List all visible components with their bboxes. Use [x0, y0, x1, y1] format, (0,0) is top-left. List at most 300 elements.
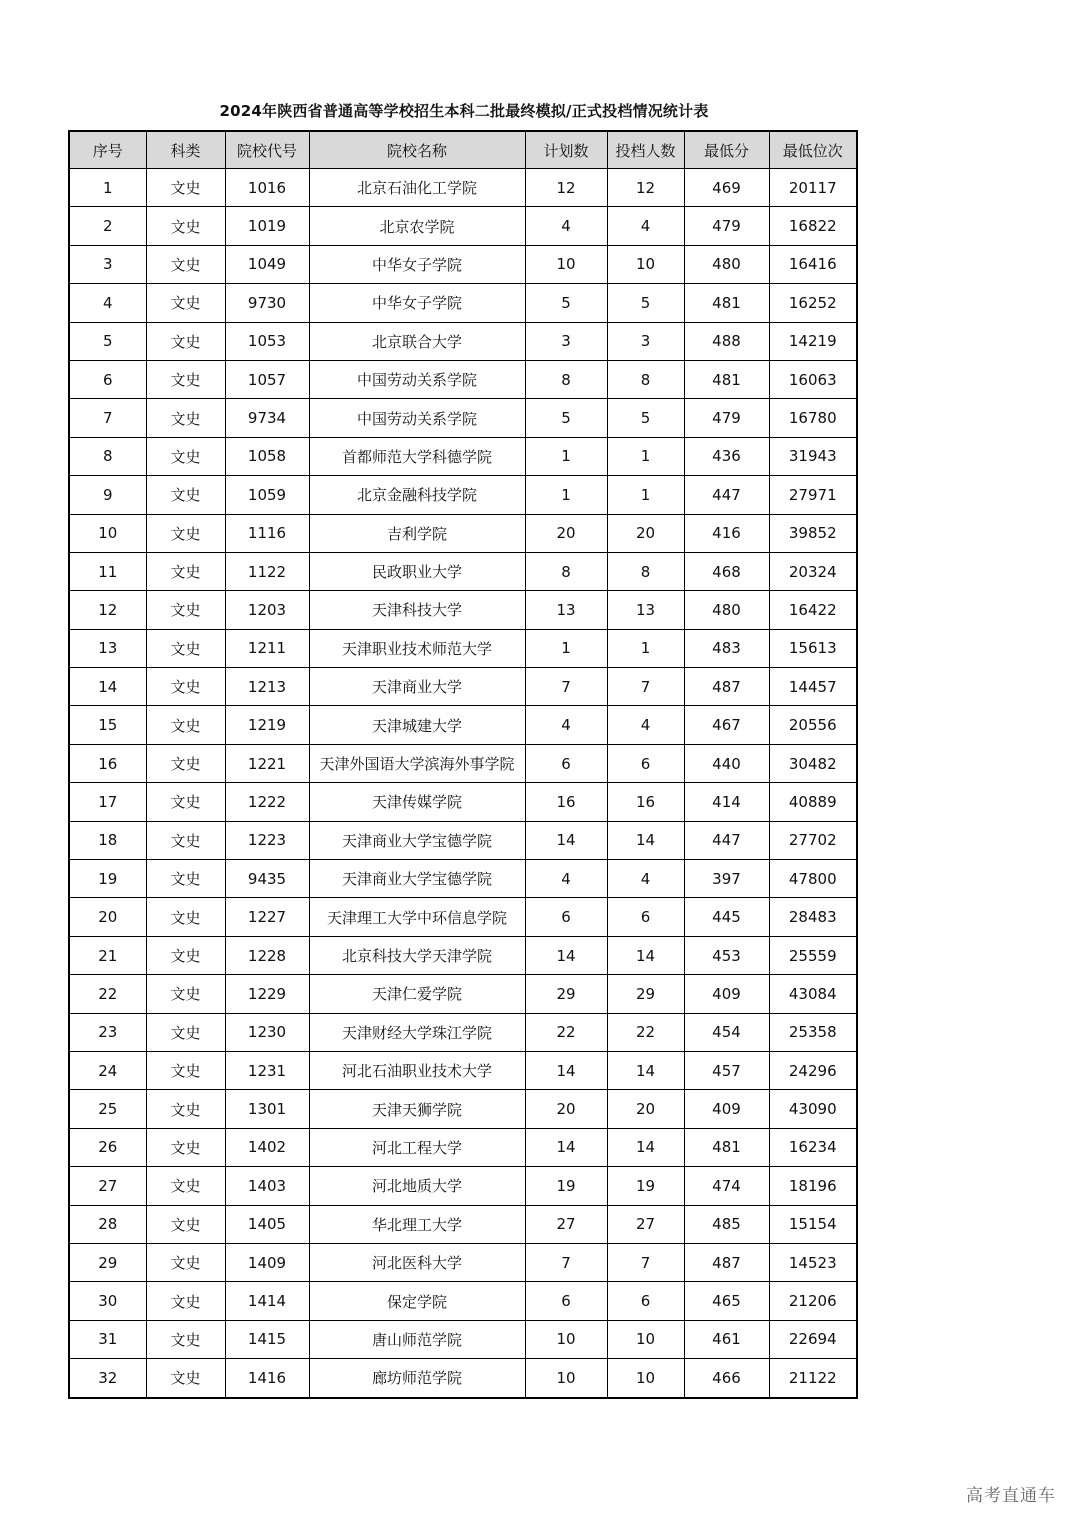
cell-admitted-count: 12: [607, 169, 684, 207]
cell-min-rank: 28483: [769, 898, 857, 936]
table-row: [69, 207, 857, 245]
cell-school-code: 1227: [225, 898, 309, 936]
cell-school-name: 吉利学院: [309, 514, 525, 552]
cell-admitted-count: 1: [607, 437, 684, 475]
cell-school-code: 1122: [225, 552, 309, 590]
cell-plan-count: 14: [525, 1051, 607, 1089]
cell-category: 文史: [146, 1051, 225, 1089]
cell-category: 文史: [146, 975, 225, 1013]
cell-category: 文史: [146, 668, 225, 706]
cell-min-score: 461: [684, 1320, 769, 1358]
cell-school-name: 华北理工大学: [309, 1205, 525, 1243]
cell-school-name: 天津城建大学: [309, 706, 525, 744]
cell-plan-count: 4: [525, 860, 607, 898]
cell-min-score: 409: [684, 975, 769, 1013]
cell-category: 文史: [146, 1013, 225, 1051]
cell-school-name: 唐山师范学院: [309, 1320, 525, 1358]
cell-admitted-count: 6: [607, 898, 684, 936]
cell-admitted-count: 4: [607, 207, 684, 245]
cell-min-score: 468: [684, 552, 769, 590]
cell-plan-count: 5: [525, 399, 607, 437]
cell-index: 18: [69, 821, 146, 859]
cell-min-score: 480: [684, 591, 769, 629]
cell-school-name: 天津传媒学院: [309, 783, 525, 821]
cell-index: 26: [69, 1128, 146, 1166]
cell-school-code: 1053: [225, 322, 309, 360]
cell-index: 28: [69, 1205, 146, 1243]
cell-admitted-count: 1: [607, 629, 684, 667]
table-row: [69, 514, 857, 552]
cell-category: 文史: [146, 591, 225, 629]
cell-index: 22: [69, 975, 146, 1013]
cell-school-name: 天津天狮学院: [309, 1090, 525, 1128]
cell-category: 文史: [146, 1205, 225, 1243]
cell-min-rank: 21122: [769, 1359, 857, 1398]
cell-school-name: 天津理工大学中环信息学院: [309, 898, 525, 936]
cell-school-code: 9435: [225, 860, 309, 898]
cell-admitted-count: 5: [607, 284, 684, 322]
cell-plan-count: 14: [525, 936, 607, 974]
cell-category: 文史: [146, 476, 225, 514]
cell-index: 5: [69, 322, 146, 360]
cell-min-rank: 21206: [769, 1282, 857, 1320]
cell-school-name: 天津商业大学宝德学院: [309, 860, 525, 898]
cell-min-rank: 25559: [769, 936, 857, 974]
cell-plan-count: 10: [525, 245, 607, 283]
cell-admitted-count: 7: [607, 1243, 684, 1281]
cell-school-code: 1203: [225, 591, 309, 629]
cell-school-code: 1230: [225, 1013, 309, 1051]
cell-category: 文史: [146, 744, 225, 782]
table-row: [69, 744, 857, 782]
cell-min-rank: 43090: [769, 1090, 857, 1128]
column-header: 科类: [146, 131, 225, 169]
cell-min-rank: 16416: [769, 245, 857, 283]
cell-admitted-count: 22: [607, 1013, 684, 1051]
cell-min-rank: 31943: [769, 437, 857, 475]
cell-plan-count: 10: [525, 1359, 607, 1398]
cell-school-code: 1229: [225, 975, 309, 1013]
cell-admitted-count: 8: [607, 360, 684, 398]
cell-min-score: 440: [684, 744, 769, 782]
cell-school-code: 1222: [225, 783, 309, 821]
table-row: [69, 1090, 857, 1128]
cell-school-name: 天津财经大学珠江学院: [309, 1013, 525, 1051]
table-row: [69, 1013, 857, 1051]
cell-index: 29: [69, 1243, 146, 1281]
cell-category: 文史: [146, 1320, 225, 1358]
cell-min-rank: 40889: [769, 783, 857, 821]
cell-index: 31: [69, 1320, 146, 1358]
cell-admitted-count: 20: [607, 1090, 684, 1128]
cell-index: 17: [69, 783, 146, 821]
cell-admitted-count: 14: [607, 821, 684, 859]
cell-plan-count: 19: [525, 1167, 607, 1205]
cell-school-name: 天津科技大学: [309, 591, 525, 629]
cell-index: 21: [69, 936, 146, 974]
column-header: 最低位次: [769, 131, 857, 169]
cell-admitted-count: 10: [607, 245, 684, 283]
cell-admitted-count: 1: [607, 476, 684, 514]
cell-plan-count: 5: [525, 284, 607, 322]
cell-min-score: 457: [684, 1051, 769, 1089]
cell-school-name: 民政职业大学: [309, 552, 525, 590]
cell-min-score: 480: [684, 245, 769, 283]
table-row: [69, 1205, 857, 1243]
cell-min-score: 465: [684, 1282, 769, 1320]
table-row: [69, 668, 857, 706]
cell-min-rank: 24296: [769, 1051, 857, 1089]
cell-category: 文史: [146, 821, 225, 859]
cell-plan-count: 16: [525, 783, 607, 821]
cell-admitted-count: 14: [607, 936, 684, 974]
cell-school-code: 9730: [225, 284, 309, 322]
cell-plan-count: 20: [525, 1090, 607, 1128]
cell-category: 文史: [146, 514, 225, 552]
column-header: 院校名称: [309, 131, 525, 169]
table-row: [69, 1243, 857, 1281]
cell-index: 12: [69, 591, 146, 629]
cell-index: 10: [69, 514, 146, 552]
cell-plan-count: 6: [525, 898, 607, 936]
table-row: [69, 936, 857, 974]
cell-school-code: 1231: [225, 1051, 309, 1089]
cell-school-code: 1016: [225, 169, 309, 207]
cell-min-rank: 15613: [769, 629, 857, 667]
cell-min-score: 474: [684, 1167, 769, 1205]
cell-plan-count: 20: [525, 514, 607, 552]
cell-admitted-count: 3: [607, 322, 684, 360]
cell-min-rank: 43084: [769, 975, 857, 1013]
watermark: 高考直通车: [966, 1486, 1056, 1506]
cell-plan-count: 8: [525, 360, 607, 398]
cell-index: 27: [69, 1167, 146, 1205]
cell-school-name: 河北石油职业技术大学: [309, 1051, 525, 1089]
column-header: 最低分: [684, 131, 769, 169]
cell-school-name: 河北工程大学: [309, 1128, 525, 1166]
cell-school-code: 1059: [225, 476, 309, 514]
cell-school-name: 保定学院: [309, 1282, 525, 1320]
cell-plan-count: 14: [525, 1128, 607, 1166]
cell-school-name: 天津外国语大学滨海外事学院: [309, 744, 525, 782]
cell-min-rank: 16252: [769, 284, 857, 322]
cell-category: 文史: [146, 706, 225, 744]
cell-min-score: 487: [684, 668, 769, 706]
table-row: [69, 591, 857, 629]
table-row: [69, 245, 857, 283]
cell-plan-count: 8: [525, 552, 607, 590]
cell-plan-count: 14: [525, 821, 607, 859]
cell-min-rank: 14457: [769, 668, 857, 706]
cell-school-name: 北京农学院: [309, 207, 525, 245]
table-row: [69, 552, 857, 590]
cell-index: 13: [69, 629, 146, 667]
cell-category: 文史: [146, 1282, 225, 1320]
cell-school-code: 1403: [225, 1167, 309, 1205]
cell-category: 文史: [146, 207, 225, 245]
cell-min-score: 479: [684, 399, 769, 437]
cell-admitted-count: 10: [607, 1320, 684, 1358]
cell-school-name: 首都师范大学科德学院: [309, 437, 525, 475]
cell-min-rank: 14219: [769, 322, 857, 360]
cell-admitted-count: 13: [607, 591, 684, 629]
table-row: [69, 437, 857, 475]
cell-admitted-count: 14: [607, 1128, 684, 1166]
cell-admitted-count: 20: [607, 514, 684, 552]
cell-min-score: 481: [684, 284, 769, 322]
cell-index: 23: [69, 1013, 146, 1051]
cell-admitted-count: 16: [607, 783, 684, 821]
cell-school-code: 1402: [225, 1128, 309, 1166]
cell-min-rank: 30482: [769, 744, 857, 782]
cell-min-score: 409: [684, 1090, 769, 1128]
column-header: 院校代号: [225, 131, 309, 169]
cell-school-name: 中国劳动关系学院: [309, 399, 525, 437]
cell-category: 文史: [146, 1128, 225, 1166]
table-row: [69, 706, 857, 744]
cell-school-code: 1409: [225, 1243, 309, 1281]
cell-min-score: 467: [684, 706, 769, 744]
cell-min-score: 436: [684, 437, 769, 475]
cell-plan-count: 7: [525, 1243, 607, 1281]
cell-school-code: 1414: [225, 1282, 309, 1320]
cell-min-score: 485: [684, 1205, 769, 1243]
page-title: 2024年陕西省普通高等学校招生本科二批最终模拟/正式投档情况统计表: [219, 102, 709, 120]
table-body: [69, 169, 857, 1398]
cell-min-rank: 22694: [769, 1320, 857, 1358]
cell-admitted-count: 7: [607, 668, 684, 706]
cell-admitted-count: 8: [607, 552, 684, 590]
cell-index: 30: [69, 1282, 146, 1320]
cell-category: 文史: [146, 783, 225, 821]
table-row: [69, 476, 857, 514]
cell-plan-count: 12: [525, 169, 607, 207]
cell-plan-count: 29: [525, 975, 607, 1013]
cell-min-rank: 18196: [769, 1167, 857, 1205]
table-row: [69, 821, 857, 859]
cell-school-name: 中国劳动关系学院: [309, 360, 525, 398]
cell-school-code: 1228: [225, 936, 309, 974]
cell-min-rank: 20556: [769, 706, 857, 744]
cell-plan-count: 4: [525, 207, 607, 245]
cell-min-rank: 16063: [769, 360, 857, 398]
cell-school-code: 1211: [225, 629, 309, 667]
cell-school-code: 1416: [225, 1359, 309, 1398]
cell-min-rank: 27971: [769, 476, 857, 514]
cell-school-name: 北京金融科技学院: [309, 476, 525, 514]
cell-min-rank: 16422: [769, 591, 857, 629]
cell-min-rank: 39852: [769, 514, 857, 552]
table-row: [69, 783, 857, 821]
cell-school-name: 天津职业技术师范大学: [309, 629, 525, 667]
cell-plan-count: 1: [525, 476, 607, 514]
cell-category: 文史: [146, 552, 225, 590]
cell-min-rank: 27702: [769, 821, 857, 859]
cell-school-name: 天津仁爱学院: [309, 975, 525, 1013]
cell-school-name: 中华女子学院: [309, 284, 525, 322]
cell-admitted-count: 4: [607, 860, 684, 898]
cell-school-name: 廊坊师范学院: [309, 1359, 525, 1398]
cell-category: 文史: [146, 936, 225, 974]
cell-min-score: 414: [684, 783, 769, 821]
cell-plan-count: 13: [525, 591, 607, 629]
column-header: 计划数: [525, 131, 607, 169]
cell-school-name: 中华女子学院: [309, 245, 525, 283]
cell-category: 文史: [146, 399, 225, 437]
cell-school-name: 北京石油化工学院: [309, 169, 525, 207]
cell-index: 14: [69, 668, 146, 706]
cell-school-code: 1223: [225, 821, 309, 859]
cell-plan-count: 4: [525, 706, 607, 744]
cell-index: 24: [69, 1051, 146, 1089]
cell-school-code: 1405: [225, 1205, 309, 1243]
cell-category: 文史: [146, 629, 225, 667]
cell-plan-count: 1: [525, 437, 607, 475]
cell-category: 文史: [146, 1090, 225, 1128]
cell-min-score: 453: [684, 936, 769, 974]
cell-category: 文史: [146, 1243, 225, 1281]
cell-index: 20: [69, 898, 146, 936]
cell-index: 25: [69, 1090, 146, 1128]
cell-min-rank: 15154: [769, 1205, 857, 1243]
cell-index: 15: [69, 706, 146, 744]
cell-min-rank: 47800: [769, 860, 857, 898]
cell-min-score: 466: [684, 1359, 769, 1398]
cell-min-score: 447: [684, 476, 769, 514]
cell-admitted-count: 6: [607, 744, 684, 782]
cell-school-code: 1301: [225, 1090, 309, 1128]
cell-school-name: 天津商业大学宝德学院: [309, 821, 525, 859]
cell-min-score: 488: [684, 322, 769, 360]
cell-index: 3: [69, 245, 146, 283]
cell-school-name: 河北地质大学: [309, 1167, 525, 1205]
cell-plan-count: 3: [525, 322, 607, 360]
cell-min-score: 416: [684, 514, 769, 552]
cell-min-rank: 20117: [769, 169, 857, 207]
cell-admitted-count: 19: [607, 1167, 684, 1205]
table-row: [69, 898, 857, 936]
cell-index: 9: [69, 476, 146, 514]
column-header: 投档人数: [607, 131, 684, 169]
cell-admitted-count: 10: [607, 1359, 684, 1398]
table-row: [69, 169, 857, 207]
cell-category: 文史: [146, 245, 225, 283]
cell-min-score: 397: [684, 860, 769, 898]
cell-plan-count: 10: [525, 1320, 607, 1358]
cell-min-rank: 14523: [769, 1243, 857, 1281]
cell-min-score: 454: [684, 1013, 769, 1051]
cell-school-name: 北京科技大学天津学院: [309, 936, 525, 974]
cell-category: 文史: [146, 437, 225, 475]
table-row: [69, 1359, 857, 1398]
cell-school-code: 9734: [225, 399, 309, 437]
cell-school-code: 1221: [225, 744, 309, 782]
table-row: [69, 1320, 857, 1358]
cell-admitted-count: 6: [607, 1282, 684, 1320]
cell-school-name: 北京联合大学: [309, 322, 525, 360]
cell-min-rank: 16780: [769, 399, 857, 437]
cell-admitted-count: 14: [607, 1051, 684, 1089]
cell-index: 2: [69, 207, 146, 245]
column-header: 序号: [69, 131, 146, 169]
table-row: [69, 1051, 857, 1089]
cell-index: 8: [69, 437, 146, 475]
cell-index: 32: [69, 1359, 146, 1398]
cell-plan-count: 27: [525, 1205, 607, 1243]
cell-min-score: 481: [684, 360, 769, 398]
cell-index: 19: [69, 860, 146, 898]
cell-plan-count: 6: [525, 744, 607, 782]
cell-min-score: 469: [684, 169, 769, 207]
cell-school-code: 1058: [225, 437, 309, 475]
table-row: [69, 284, 857, 322]
cell-admitted-count: 27: [607, 1205, 684, 1243]
table-header-row: [69, 131, 857, 169]
table-row: [69, 360, 857, 398]
cell-index: 11: [69, 552, 146, 590]
table-row: [69, 399, 857, 437]
cell-min-score: 487: [684, 1243, 769, 1281]
cell-category: 文史: [146, 1359, 225, 1398]
table-row: [69, 860, 857, 898]
table-row: [69, 629, 857, 667]
table-row: [69, 975, 857, 1013]
cell-min-score: 483: [684, 629, 769, 667]
cell-category: 文史: [146, 898, 225, 936]
cell-category: 文史: [146, 860, 225, 898]
cell-school-code: 1057: [225, 360, 309, 398]
cell-index: 4: [69, 284, 146, 322]
cell-school-code: 1219: [225, 706, 309, 744]
cell-category: 文史: [146, 360, 225, 398]
cell-index: 7: [69, 399, 146, 437]
cell-min-score: 445: [684, 898, 769, 936]
cell-index: 1: [69, 169, 146, 207]
cell-plan-count: 7: [525, 668, 607, 706]
cell-school-name: 天津商业大学: [309, 668, 525, 706]
table-row: [69, 1167, 857, 1205]
cell-category: 文史: [146, 169, 225, 207]
cell-min-score: 447: [684, 821, 769, 859]
cell-admitted-count: 4: [607, 706, 684, 744]
cell-school-code: 1415: [225, 1320, 309, 1358]
cell-min-score: 481: [684, 1128, 769, 1166]
cell-category: 文史: [146, 284, 225, 322]
cell-school-code: 1049: [225, 245, 309, 283]
cell-admitted-count: 29: [607, 975, 684, 1013]
cell-min-rank: 16234: [769, 1128, 857, 1166]
cell-plan-count: 6: [525, 1282, 607, 1320]
cell-min-rank: 20324: [769, 552, 857, 590]
cell-school-name: 河北医科大学: [309, 1243, 525, 1281]
cell-category: 文史: [146, 1167, 225, 1205]
cell-index: 6: [69, 360, 146, 398]
cell-school-code: 1213: [225, 668, 309, 706]
cell-school-code: 1116: [225, 514, 309, 552]
admission-table: [68, 130, 858, 1399]
cell-min-score: 479: [684, 207, 769, 245]
cell-index: 16: [69, 744, 146, 782]
table-row: [69, 322, 857, 360]
cell-min-rank: 16822: [769, 207, 857, 245]
table-row: [69, 1282, 857, 1320]
cell-min-rank: 25358: [769, 1013, 857, 1051]
cell-category: 文史: [146, 322, 225, 360]
table-row: [69, 1128, 857, 1166]
cell-school-code: 1019: [225, 207, 309, 245]
cell-plan-count: 1: [525, 629, 607, 667]
cell-admitted-count: 5: [607, 399, 684, 437]
